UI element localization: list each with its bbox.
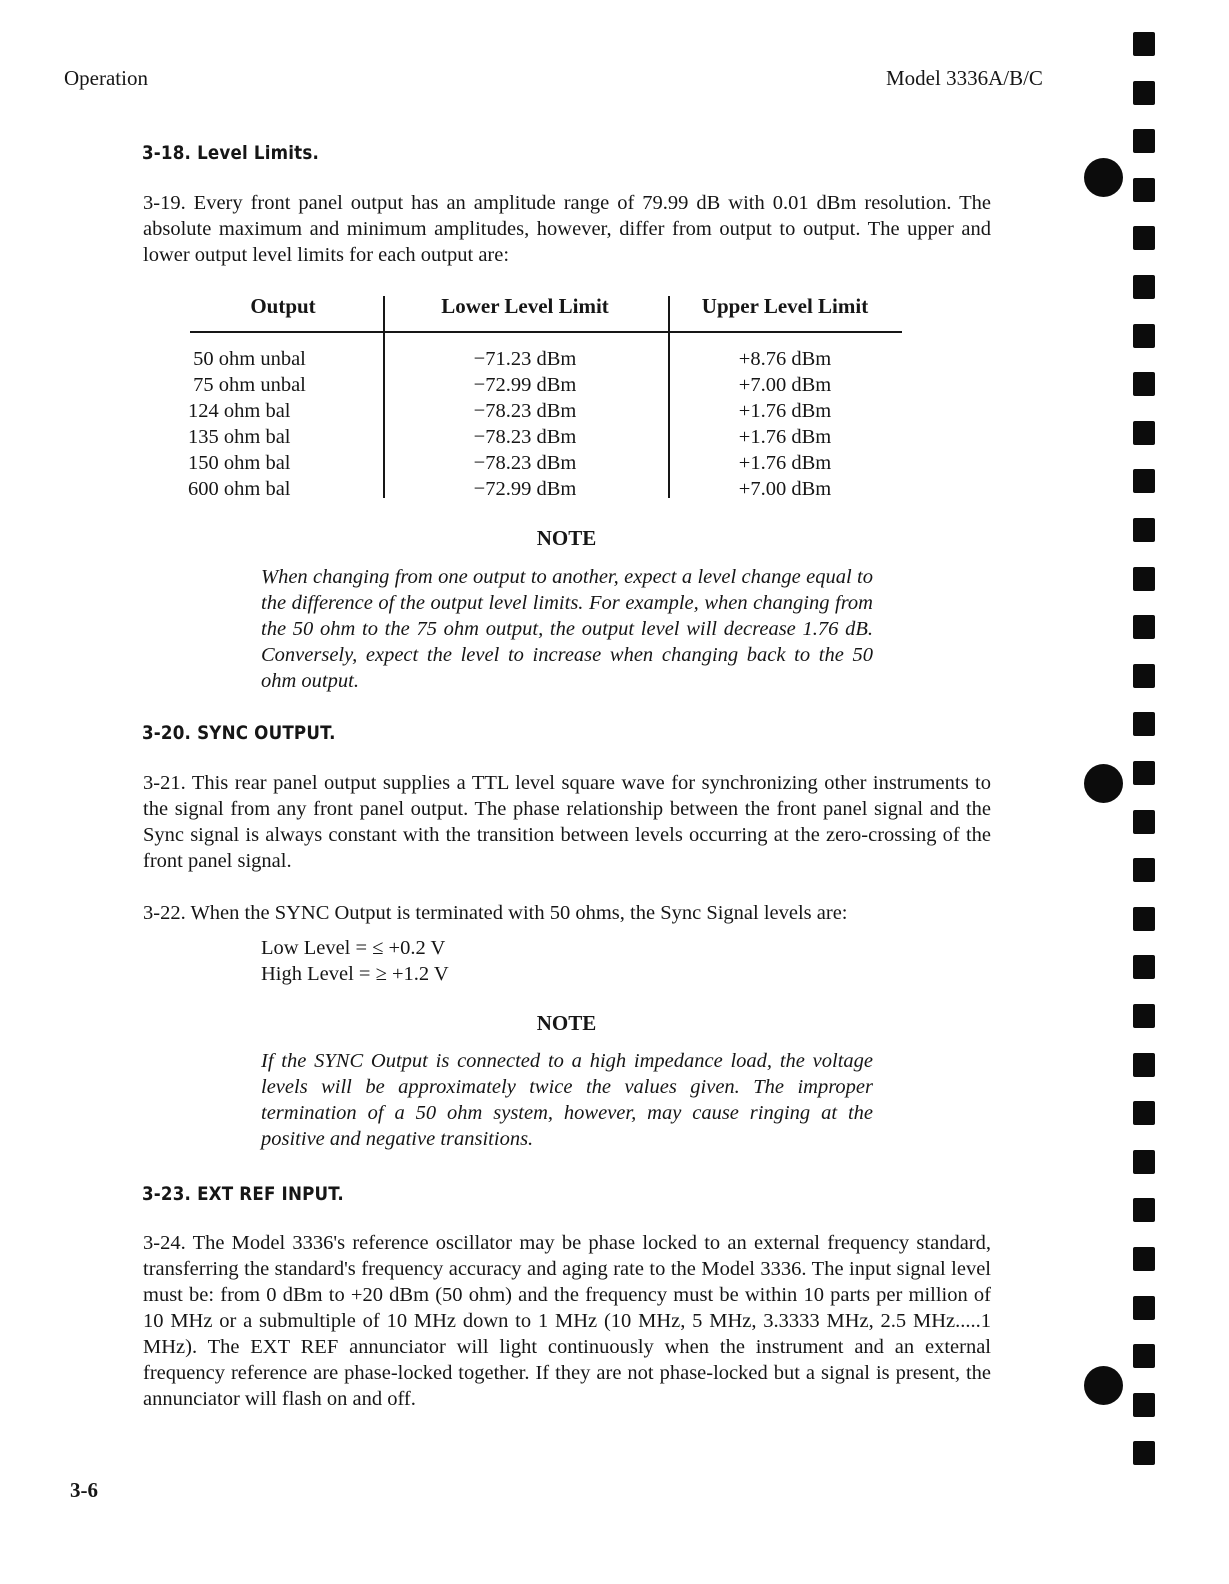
table-cell: −78.23 dBm	[473, 400, 577, 422]
table-cell: 50 ohm unbal	[188, 348, 306, 370]
binder-tab-mark	[1133, 324, 1155, 348]
table-header-upper-limit: Upper Level Limit	[701, 294, 869, 318]
sync-low-level: Low Level = ≤ +0.2 V	[261, 937, 446, 959]
binder-tab-mark	[1133, 761, 1155, 785]
binder-tab-mark	[1133, 664, 1155, 688]
table-cell: 124 ohm bal	[188, 400, 291, 422]
table-cell: −78.23 dBm	[473, 426, 577, 448]
binder-tab-mark	[1133, 32, 1155, 56]
table-cell: 150 ohm bal	[188, 452, 291, 474]
note-title: NOTE	[536, 526, 597, 550]
table-cell: +7.00 dBm	[738, 374, 832, 396]
table-header-output: Output	[250, 294, 316, 318]
table-column-upper-limit	[668, 346, 902, 502]
sync-levels	[261, 935, 449, 987]
table-header-lower-limit: Lower Level Limit	[441, 294, 609, 318]
binder-tab-mark	[1133, 372, 1155, 396]
binder-tab-mark	[1133, 1296, 1155, 1320]
binder-tab-mark	[1133, 567, 1155, 591]
paragraph-3-21: 3-21. This rear panel output supplies a TTL level square wave for synchronizing other instruments to the signal from any front panel output. The phase relationship between the front panel signal and the Sync signal is always constant with the transition between levels occurring at the zero-crossing of the front panel signal.	[143, 772, 991, 872]
binder-tab-mark	[1133, 1004, 1155, 1028]
binder-tab-mark	[1133, 1393, 1155, 1417]
table-cell: −71.23 dBm	[473, 348, 577, 370]
table-cell: +8.76 dBm	[738, 348, 832, 370]
header-section-title: Operation	[64, 66, 148, 90]
binder-tab-mark	[1133, 1053, 1155, 1077]
binder-tab-mark	[1133, 1150, 1155, 1174]
table-cell: −72.99 dBm	[473, 374, 577, 396]
binder-tab-mark	[1133, 275, 1155, 299]
binder-tab-mark	[1133, 226, 1155, 250]
level-limits-table	[188, 290, 902, 502]
header-model-title: Model 3336A/B/C	[886, 66, 1043, 90]
binder-tab-mark	[1133, 1441, 1155, 1465]
binder-hole-mark	[1084, 764, 1123, 803]
paragraph-3-24: 3-24. The Model 3336's reference oscillator may be phase locked to an external frequency standard, transferring the standard's frequency accuracy and aging rate to the Model 3336. The input signal level must be: from 0 dBm to +20 dBm (50 ohm) and the frequency must be within 10 parts per million of 10 MHz or a submultiple of 10 MHz down to 1 MHz (10 MHz, 5 MHz, 3.3333 MHz, 2.5 MHz.....1 MHz). The EXT REF annunciator will light continuously when the instrument and an external frequency reference are phase-locked together. If they are not phase-locked but a signal is present, the annunciator will flash on and off.	[143, 1232, 991, 1410]
binder-tab-mark	[1133, 129, 1155, 153]
table-cell: −78.23 dBm	[473, 452, 577, 474]
note-body: If the SYNC Output is connected to a high impedance load, the voltage levels will be approximately twice the values given. The improper termination of a 50 ohm system, however, may cause ringing at the positive and negative transitions.	[261, 1050, 873, 1150]
binder-tab-mark	[1133, 81, 1155, 105]
binder-tab-mark	[1133, 1247, 1155, 1271]
table-column-lower-limit	[384, 346, 666, 502]
binder-hole-mark	[1084, 1366, 1123, 1405]
binder-tab-mark	[1133, 907, 1155, 931]
page-number: 3-6	[70, 1478, 98, 1502]
binder-tab-mark	[1133, 810, 1155, 834]
heading-level-limits: 3-18. Level Limits.	[142, 142, 319, 164]
paragraph-3-19: 3-19. Every front panel output has an amplitude range of 79.99 dB with 0.01 dBm resolution. The absolute maximum and minimum amplitudes, however, differ from output to output. The upper and lower output level limits for each output are:	[143, 192, 991, 266]
table-cell: +7.00 dBm	[738, 478, 832, 500]
sync-high-level: High Level = ≥ +1.2 V	[261, 963, 449, 985]
binder-tab-mark	[1133, 518, 1155, 542]
binder-tab-mark	[1133, 178, 1155, 202]
binder-tab-mark	[1133, 712, 1155, 736]
table-cell: +1.76 dBm	[738, 400, 832, 422]
table-column-output	[188, 346, 378, 502]
binder-tab-mark	[1133, 421, 1155, 445]
heading-ext-ref-input: 3-23. EXT REF INPUT.	[142, 1183, 344, 1205]
heading-sync-output: 3-20. SYNC OUTPUT.	[142, 722, 336, 744]
binder-tab-mark	[1133, 615, 1155, 639]
table-cell: 600 ohm bal	[188, 478, 291, 500]
table-header-rule	[190, 331, 902, 333]
binder-tab-mark	[1133, 1101, 1155, 1125]
binder-tab-mark	[1133, 469, 1155, 493]
binder-tab-mark	[1133, 1198, 1155, 1222]
table-cell: 75 ohm unbal	[188, 374, 306, 396]
table-cell: −72.99 dBm	[473, 478, 577, 500]
binder-tab-mark	[1133, 1344, 1155, 1368]
table-cell: 135 ohm bal	[188, 426, 291, 448]
binder-hole-mark	[1084, 158, 1123, 197]
binder-tab-mark	[1133, 955, 1155, 979]
paragraph-3-22: 3-22. When the SYNC Output is terminated with 50 ohms, the Sync Signal levels are:	[143, 902, 848, 924]
binder-tab-mark	[1133, 858, 1155, 882]
note-body: When changing from one output to another, expect a level change equal to the difference of the output level limits. For example, when changing from the 50 ohm to the 75 ohm output, the output level will decrease 1.76 dB. Conversely, expect the level to increase when changing back to the 50 ohm output.	[261, 566, 873, 692]
table-cell: +1.76 dBm	[738, 452, 832, 474]
table-cell: +1.76 dBm	[738, 426, 832, 448]
note-title: NOTE	[536, 1011, 597, 1035]
